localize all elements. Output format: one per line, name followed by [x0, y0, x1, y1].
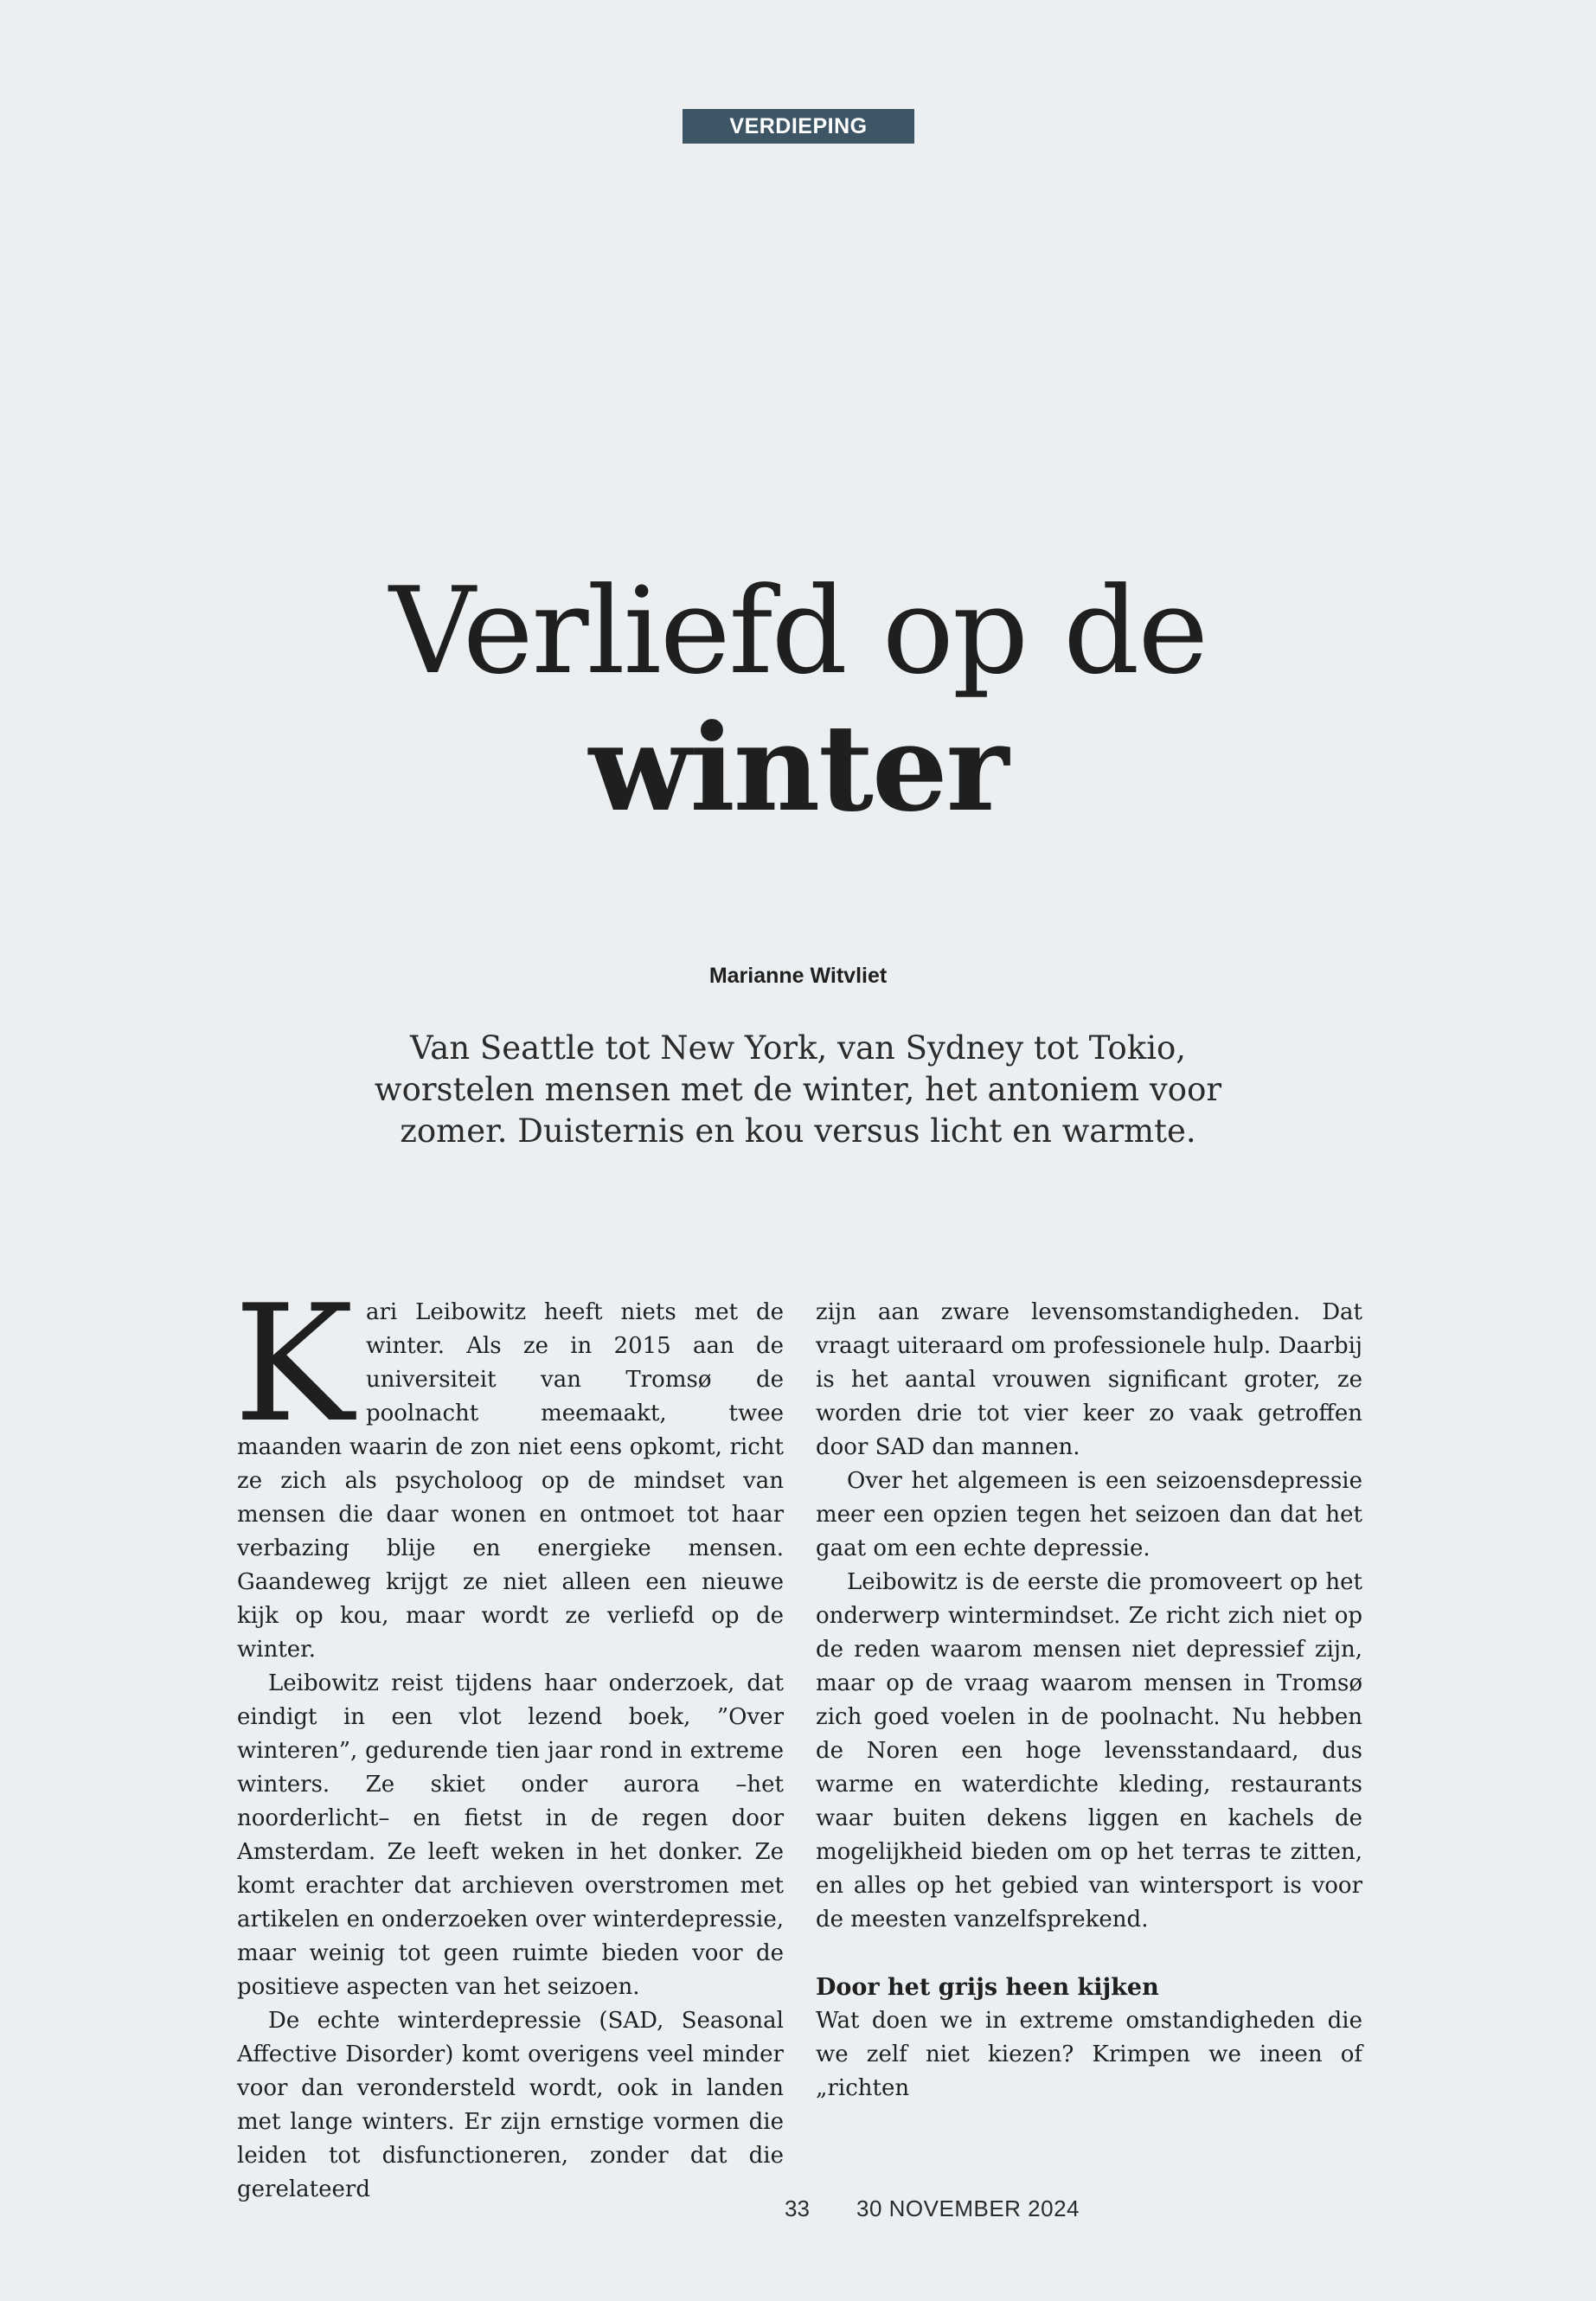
- body-paragraph: zijn aan zware levensomstandigheden. Dat vraagt uiteraard om professionele hulp. Daarbij is het aantal vrouwen significant groter, ze worden drie tot vier keer zo vaak getroffen door SAD dan mannen.: [816, 1299, 1362, 1460]
- article-title-line-1: Verliefd op de: [388, 561, 1208, 701]
- drop-cap: K: [234, 1270, 354, 1458]
- author-byline: Marianne Witvliet: [708, 964, 888, 988]
- body-paragraph: [234, 1270, 784, 1667]
- body-paragraph: Leibowitz reist tijdens haar onderzoek, dat eindigt in een vlot lezend boek, ”Over winteren”, gedurende tien jaar rond in extreme winters. Ze skiet onder aurora –het noorderlicht– en fietst in de regen door Amsterdam. Ze leeft weken in het donker. Ze komt erachter dat archieven overstromen met artikelen en onderzoeken over winterdepressie, maar weinig tot geen ruimte bieden voor de positieve aspecten van het seizoen.: [237, 1670, 784, 2000]
- page-number: 33: [785, 2195, 810, 2221]
- body-paragraph: Over het algemeen is een seizoensdepressie meer een opzien tegen het seizoen dan dat het gaat om een echte depressie.: [816, 1468, 1362, 1561]
- body-column-left: [234, 1270, 784, 2207]
- section-tag: VERDIEPING: [683, 109, 914, 144]
- body-paragraph: Wat doen we in extreme omstandigheden die we zelf niet kiezen? Krimpen we ineen of „richten: [816, 2008, 1362, 2101]
- issue-date: 30 NOVEMBER 2024: [856, 2195, 1080, 2221]
- body-paragraph-text: ari Leibowitz heeft niets met de winter. Als ze in 2015 aan de universiteit van Tromsø de poolnacht meemaakt, twee maanden waarin de zon niet eens opkomt, richt ze zich als psycholoog op de mindset van mensen die daar wonen en ontmoet tot haar verbazing blije en energieke mensen. Gaandeweg krijgt ze niet alleen een nieuwe kijk op kou, maar wordt ze verliefd op de winter.: [237, 1299, 784, 1663]
- article-title-line-2: winter: [588, 697, 1008, 838]
- section-subheading: Door het grijs heen kijken: [816, 1974, 1159, 2001]
- body-paragraph: De echte winterdepressie (SAD, Seasonal Affective Disorder) komt overigens veel minder voor dan verondersteld wordt, ook in landen met lange winters. Er zijn ernstige vormen die leiden tot disfunctioneren, zonder dat die gerelateerd: [237, 2008, 784, 2202]
- body-paragraph: Leibowitz is de eerste die promoveert op het onderwerp wintermindset. Ze richt zich niet op de reden waarom mensen niet depressief zijn, maar op de vraag waarom mensen in Tromsø zich goed voelen in de poolnacht. Nu hebben de Noren een hoge levensstandaard, dus warme en waterdichte kleding, restaurants waar buiten dekens liggen en kachels de mogelijkheid bieden om op het terras te zitten, en alles op het gebied van wintersport is voor de meesten vanzelfsprekend.: [816, 1569, 1362, 1932]
- body-column-right: [816, 1296, 1362, 2106]
- article-intro: Van Seattle tot New York, van Sydney tot Tokio, worstelen mensen met de winter, het antoniem voor zomer. Duisternis en kou versus licht en warmte.: [374, 1029, 1222, 1150]
